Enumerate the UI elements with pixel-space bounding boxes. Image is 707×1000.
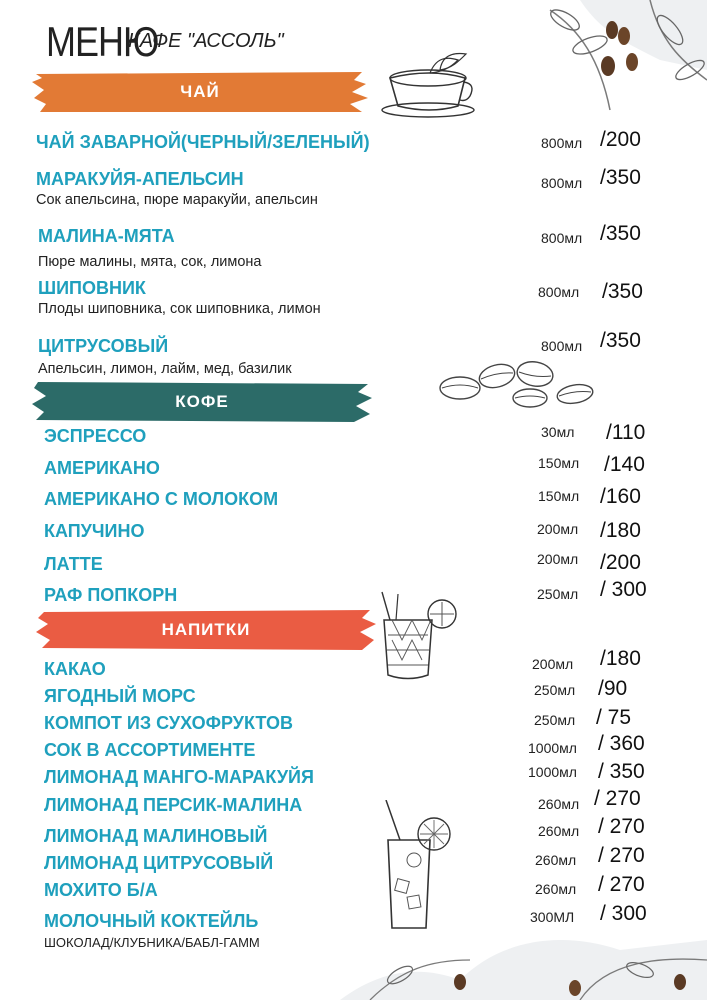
drinks-item-name: СОК В АССОРТИМЕНТЕ — [44, 740, 256, 760]
coffee-item-volume: 200мл — [537, 551, 579, 567]
tea-item-price: /350 — [600, 222, 641, 245]
drinks-item-name: МОХИТО Б/А — [44, 880, 158, 900]
coffee-item-name: ЭСПРЕССО — [44, 426, 147, 446]
tea-item-volume: 800мл — [541, 338, 583, 354]
drinks-section-banner — [36, 608, 376, 652]
coffee-branch-illustration-top — [520, 0, 707, 120]
drinks-item-volume: 300МЛ — [530, 909, 575, 925]
tea-item-volume: 800мл — [538, 284, 580, 300]
tea-item-name: ЧАЙ ЗАВАРНОЙ(ЧЕРНЫЙ/ЗЕЛЕНЫЙ) — [36, 132, 370, 152]
coffee-item-volume: 30мл — [541, 424, 575, 440]
coffee-item-name: РАФ ПОПКОРН — [44, 585, 178, 605]
coffee-item-price: /140 — [604, 453, 645, 476]
drinks-item-volume: 260мл — [535, 852, 577, 868]
tea-item-name: ЦИТРУСОВЫЙ — [38, 336, 169, 356]
coffee-item-volume: 250мл — [537, 586, 579, 602]
coffee-item-name: ЛАТТЕ — [44, 554, 103, 574]
drinks-section-label: НАПИТКИ — [161, 620, 251, 639]
drinks-item-name: ЯГОДНЫЙ МОРС — [44, 686, 196, 706]
drinks-item-volume: 260мл — [538, 796, 580, 812]
tea-item-price: /350 — [600, 166, 641, 189]
coffee-item-price: /200 — [600, 551, 641, 574]
drinks-item-price: / 350 — [598, 760, 645, 783]
drinks-item-description: ШОКОЛАД/КЛУБНИКА/БАБЛ-ГАММ — [44, 935, 260, 950]
drinks-item-price: / 270 — [598, 873, 645, 896]
drinks-item-price: / 360 — [598, 732, 645, 755]
coffee-section-banner — [32, 380, 372, 424]
drinks-item-name: КОМПОТ ИЗ СУХОФРУКТОВ — [44, 713, 293, 733]
tea-item-price: /350 — [600, 329, 641, 352]
drinks-item-price: / 75 — [596, 706, 632, 729]
coffee-item-volume: 150мл — [538, 488, 580, 504]
tea-cup-illustration — [380, 48, 480, 118]
tea-section-banner — [32, 70, 368, 114]
coffee-item-volume: 150мл — [538, 455, 580, 471]
drinks-item-volume: 1000мл — [528, 740, 577, 756]
tea-item-volume: 800мл — [541, 175, 583, 191]
drinks-item-price: / 300 — [600, 902, 647, 925]
drinks-item-name: КАКАО — [44, 659, 106, 679]
drinks-item-volume: 250мл — [534, 682, 576, 698]
menu-title: МЕНЮ — [46, 18, 159, 66]
coffee-item-name: АМЕРИКАНО С МОЛОКОМ — [44, 489, 279, 509]
drinks-item-name: МОЛОЧНЫЙ КОКТЕЙЛЬ — [44, 911, 259, 931]
coffee-item-price: /180 — [600, 519, 641, 542]
drinks-item-price: / 270 — [598, 844, 645, 867]
coffee-item-name: КАПУЧИНО — [44, 521, 145, 541]
drinks-item-price: /180 — [600, 647, 641, 670]
tea-item-volume: 800мл — [541, 230, 583, 246]
drinks-item-volume: 260мл — [535, 881, 577, 897]
cocktail-glass-illustration — [372, 590, 462, 685]
coffee-section-label: КОФЕ — [175, 392, 229, 411]
tea-item-description: Апельсин, лимон, лайм, мед, базилик — [38, 361, 292, 377]
coffee-item-price: / 300 — [600, 578, 647, 601]
tea-item-price: /200 — [600, 128, 641, 151]
drinks-item-volume: 1000мл — [528, 764, 577, 780]
tea-item-volume: 800мл — [541, 135, 583, 151]
tea-item-price: /350 — [602, 280, 643, 303]
coffee-item-name: АМЕРИКАНО — [44, 458, 160, 478]
drinks-item-volume: 250мл — [534, 712, 576, 728]
drinks-item-price: /90 — [598, 677, 628, 700]
drinks-item-name: ЛИМОНАД ЦИТРУСОВЫЙ — [44, 853, 274, 873]
tea-item-description: Пюре малины, мята, сок, лимона — [38, 254, 262, 270]
tea-item-name: МАЛИНА-МЯТА — [38, 226, 175, 246]
tea-item-description: Плоды шиповника, сок шиповника, лимон — [38, 301, 321, 317]
drinks-item-price: / 270 — [594, 787, 641, 810]
tea-item-description: Сок апельсина, пюре маракуйи, апельсин — [36, 192, 318, 208]
tea-item-name: ШИПОВНИК — [38, 278, 146, 298]
coffee-beans-illustration — [435, 352, 615, 412]
coffee-item-volume: 200мл — [537, 521, 579, 537]
drinks-item-name: ЛИМОНАД МАЛИНОВЫЙ — [44, 826, 268, 846]
tea-item-name: МАРАКУЙЯ-АПЕЛЬСИН — [36, 169, 244, 189]
cafe-name: КАФЕ "АССОЛЬ" — [128, 30, 284, 52]
drinks-item-name: ЛИМОНАД ПЕРСИК-МАЛИНА — [44, 795, 303, 815]
lemonade-glass-illustration — [378, 800, 458, 935]
coffee-item-price: /160 — [600, 485, 641, 508]
tea-section-label: ЧАЙ — [180, 82, 220, 101]
drinks-item-price: / 270 — [598, 815, 645, 838]
drinks-item-volume: 200мл — [532, 656, 574, 672]
drinks-item-name: ЛИМОНАД МАНГО-МАРАКУЙЯ — [44, 767, 314, 787]
coffee-item-price: /110 — [606, 421, 646, 444]
drinks-item-volume: 260мл — [538, 823, 580, 839]
